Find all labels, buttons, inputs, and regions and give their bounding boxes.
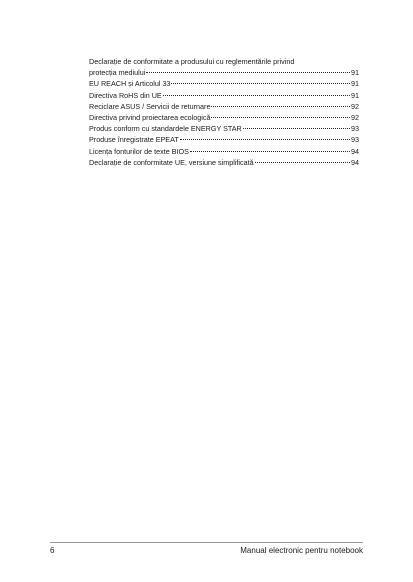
dot-leader [146, 72, 350, 73]
toc-entry-title: Directiva RoHS din UE [89, 90, 162, 100]
toc-entry-title: Reciclare ASUS / Servicii de returnare [89, 101, 211, 111]
toc-entry-page: 94 [351, 146, 359, 156]
toc-entry-title: Directiva privind proiectarea ecologică [89, 113, 211, 123]
toc-entry-title: EU REACH și Articolul 33 [89, 79, 171, 89]
footer-page-number: 6 [50, 546, 55, 555]
dot-leader [211, 106, 350, 107]
dot-leader [211, 117, 350, 118]
toc-entry[interactable] [89, 101, 359, 112]
toc-entry-page: 91 [351, 68, 359, 78]
toc-entry[interactable] [89, 90, 359, 101]
toc-entry-title: Produs conform cu standardele ENERGY STAR [89, 124, 242, 134]
dot-leader [163, 95, 350, 96]
dot-leader [190, 151, 350, 152]
dot-leader [243, 128, 350, 129]
footer-divider [50, 542, 363, 543]
toc-entry[interactable] [89, 78, 359, 89]
toc-entry-page: 93 [351, 124, 359, 134]
toc-entry-title: Declarație de conformitate UE, versiune simplificată [89, 157, 254, 167]
toc-entry[interactable] [89, 123, 359, 134]
toc-entry-page: 92 [351, 113, 359, 123]
dot-leader [171, 83, 350, 84]
toc-entry[interactable] [89, 56, 359, 78]
toc-entry-title: protecția mediului [89, 68, 146, 78]
toc-entry-page: 94 [351, 157, 359, 167]
toc-entry-title: Licența fonturilor de texte BIOS [89, 146, 189, 156]
toc-entry-page: 92 [351, 101, 359, 111]
toc-entry-page: 91 [351, 79, 359, 89]
toc-entry[interactable] [89, 134, 359, 145]
toc-entry-title: Produse înregistrate EPEAT [89, 135, 179, 145]
toc-entry-page: 93 [351, 135, 359, 145]
toc-entry-title-line1: Declarație de conformitate a produsului cu reglementările privind [89, 57, 295, 66]
toc-entry[interactable] [89, 157, 359, 168]
dot-leader [255, 162, 350, 163]
toc-entry-page: 91 [351, 90, 359, 100]
toc-entry[interactable] [89, 112, 359, 123]
table-of-contents [89, 56, 359, 168]
footer-document-title: Manual electronic pentru notebook [240, 546, 363, 555]
toc-entry[interactable] [89, 146, 359, 157]
dot-leader [180, 139, 350, 140]
